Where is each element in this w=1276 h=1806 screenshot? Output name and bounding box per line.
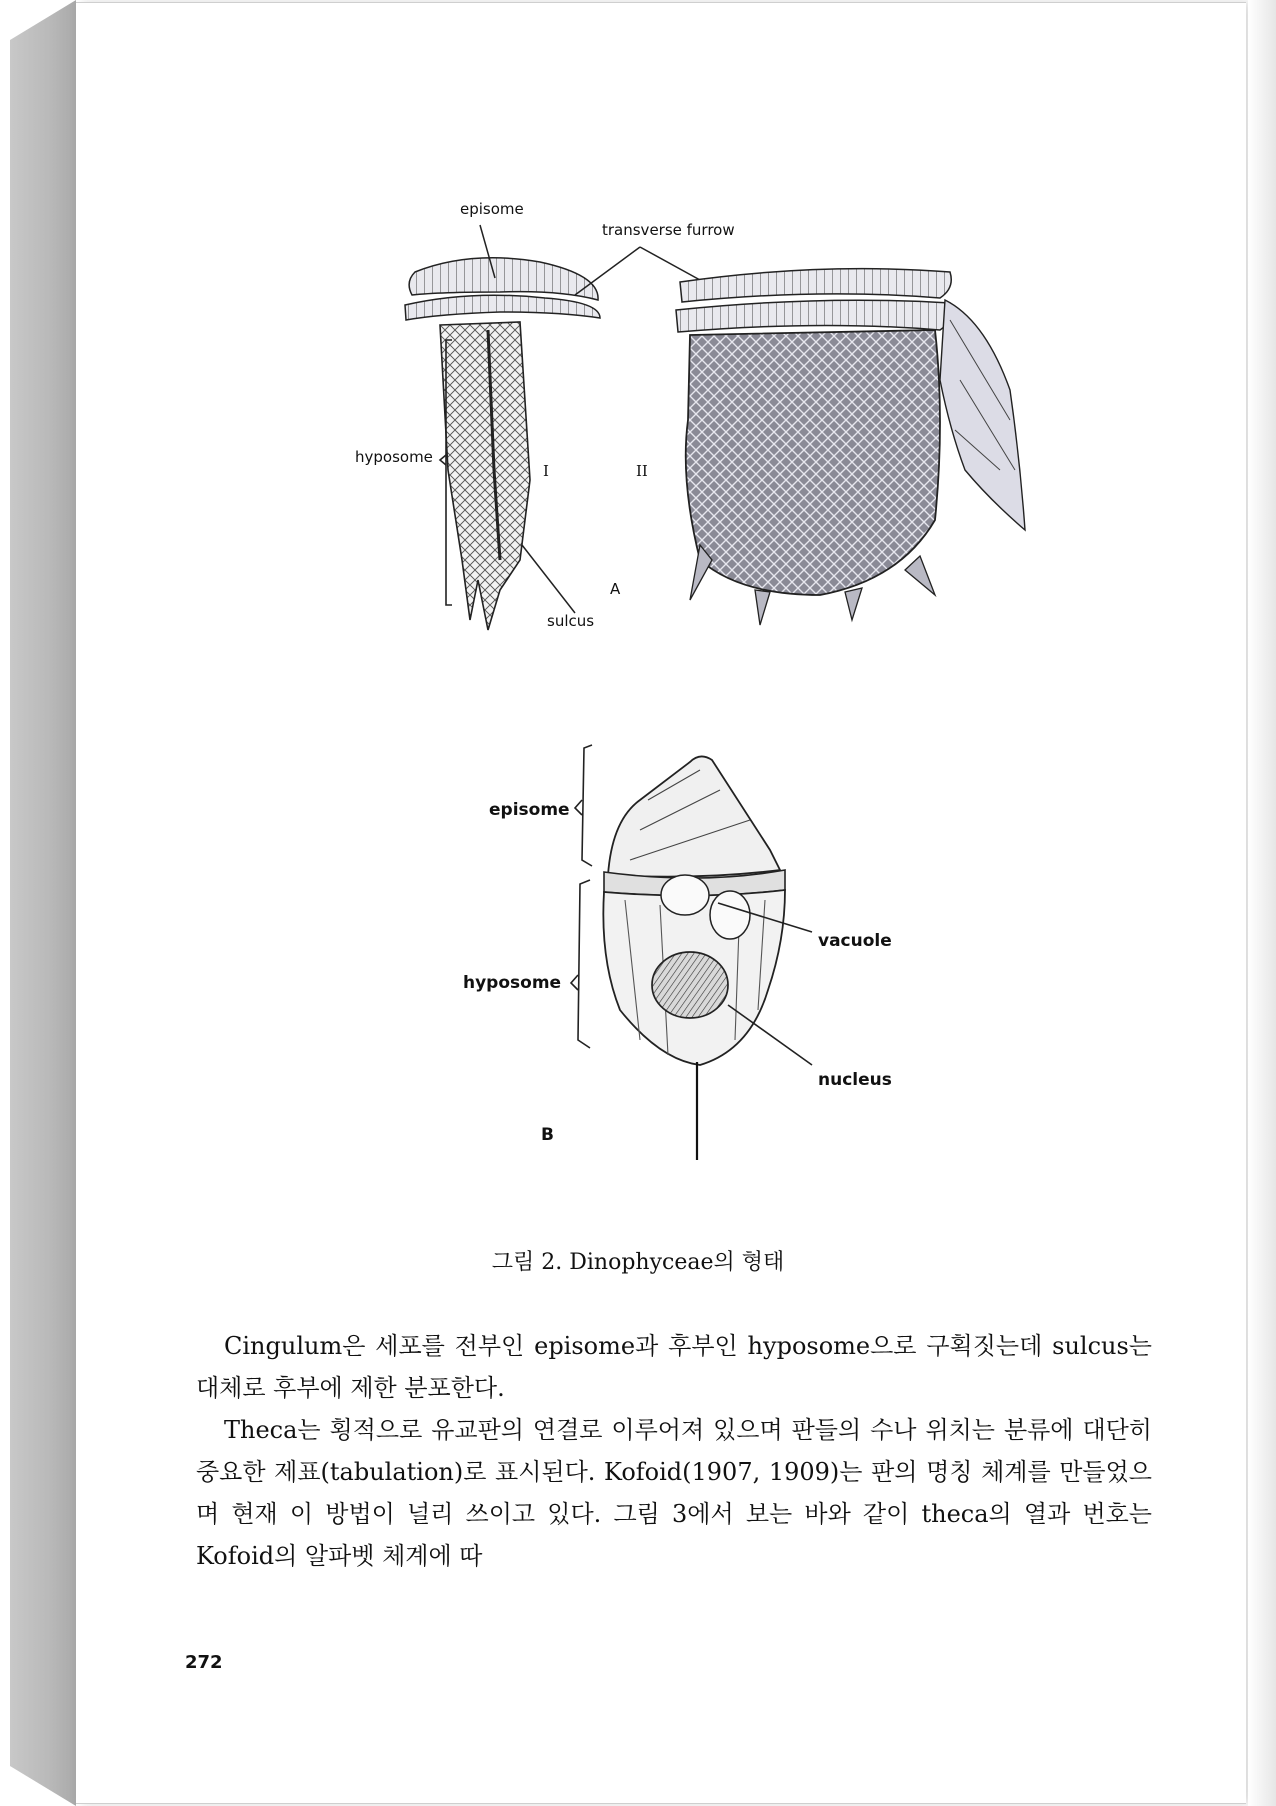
label-b-hyposome: hyposome (463, 973, 562, 993)
paragraph: Cingulum은 세포를 전부인 episome과 후부인 hyposome으로 구획짓는데 sulcus는 대체로 후부에 제한 분포한다. (196, 1332, 1152, 1402)
label-a-roman-two: II (636, 462, 648, 480)
figure-caption: 그림 2. Dinophyceae의 형태 (491, 1250, 785, 1275)
label-a-sulcus: sulcus (547, 612, 595, 630)
label-a-roman-one: I (543, 462, 549, 480)
label-b-vacuole: vacuole (818, 931, 892, 951)
label-a-transverse-furrow: transverse furrow (602, 221, 735, 239)
label-b-episome: episome (489, 800, 570, 820)
label-a-episome: episome (460, 200, 524, 218)
label-a-hyposome: hyposome (355, 448, 433, 466)
body-text (196, 1325, 1152, 1577)
cell-two-drawing (676, 269, 1025, 625)
label-b-letter: B (541, 1125, 554, 1145)
paragraph: Theca는 횡적으로 유교판의 연결로 이루어져 있으며 판들의 수나 위치는 분류에 대단히 중요한 제표(tabulation)로 표시된다. Kofoid(1907, 1909)는 판의 명칭 체계를 만들었으며 현재 이 방법이 널리 쓰이고 있다. 그림 3에서 보는 바와 같이 theca의 열과 번호는 Kofoid의 알파벳 체계에 따 (196, 1416, 1152, 1570)
cell-one-drawing (405, 225, 700, 630)
label-a-letter: A (610, 580, 621, 598)
page-number: 272 (185, 1652, 223, 1673)
cell-b-drawing (571, 745, 812, 1160)
label-b-nucleus: nucleus (818, 1070, 892, 1090)
